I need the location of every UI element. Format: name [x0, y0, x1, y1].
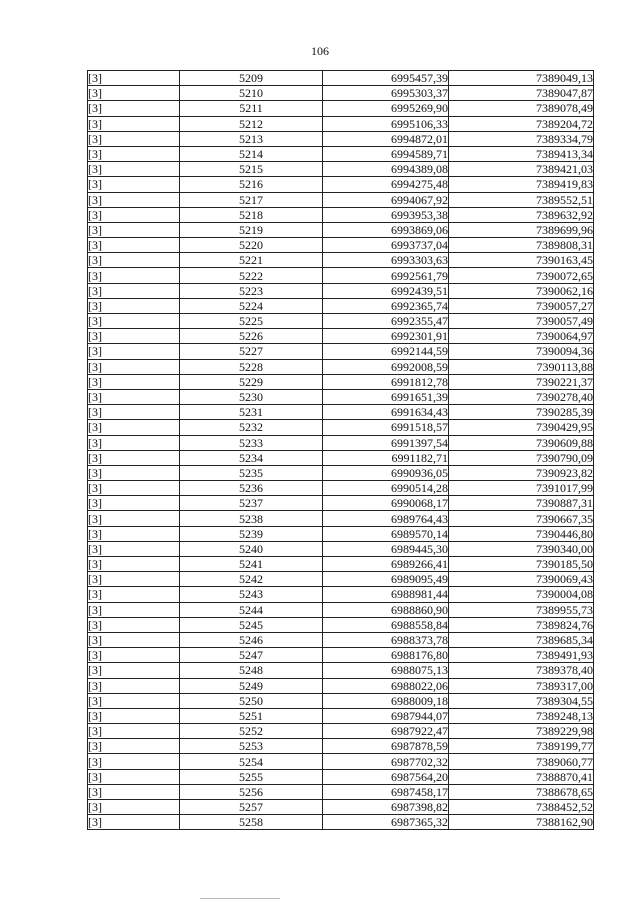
x-coordinate-cell: 6994872,01 — [323, 131, 449, 146]
source-ref-cell: [3] — [88, 693, 180, 708]
table-row — [88, 496, 594, 511]
table-row — [88, 465, 594, 480]
y-coordinate-cell: 7388452,52 — [449, 800, 594, 815]
x-coordinate-cell: 6989445,30 — [323, 541, 449, 556]
table-row — [88, 222, 594, 237]
x-coordinate-cell: 6995106,33 — [323, 116, 449, 131]
y-coordinate-cell: 7389248,13 — [449, 708, 594, 723]
table-row — [88, 572, 594, 587]
source-ref-cell: [3] — [88, 724, 180, 739]
point-number-cell: 5232 — [180, 420, 323, 435]
source-ref-cell: [3] — [88, 389, 180, 404]
table-row — [88, 800, 594, 815]
point-number-cell: 5241 — [180, 557, 323, 572]
source-ref-cell: [3] — [88, 329, 180, 344]
point-number-cell: 5238 — [180, 511, 323, 526]
y-coordinate-cell: 7390340,00 — [449, 541, 594, 556]
source-ref-cell: [3] — [88, 465, 180, 480]
source-ref-cell: [3] — [88, 648, 180, 663]
table-row — [88, 435, 594, 450]
point-number-cell: 5220 — [180, 238, 323, 253]
table-row — [88, 131, 594, 146]
table-row — [88, 708, 594, 723]
y-coordinate-cell: 7390163,45 — [449, 253, 594, 268]
point-number-cell: 5209 — [180, 71, 323, 86]
table-row — [88, 116, 594, 131]
x-coordinate-cell: 6989266,41 — [323, 557, 449, 572]
source-ref-cell: [3] — [88, 769, 180, 784]
source-ref-cell: [3] — [88, 708, 180, 723]
table-row — [88, 71, 594, 86]
source-ref-cell: [3] — [88, 162, 180, 177]
table-row — [88, 359, 594, 374]
table-row — [88, 617, 594, 632]
table-row — [88, 420, 594, 435]
source-ref-cell: [3] — [88, 435, 180, 450]
y-coordinate-cell: 7390185,50 — [449, 557, 594, 572]
source-ref-cell: [3] — [88, 496, 180, 511]
y-coordinate-cell: 7390062,16 — [449, 283, 594, 298]
y-coordinate-cell: 7389413,34 — [449, 146, 594, 161]
x-coordinate-cell: 6992355,47 — [323, 314, 449, 329]
x-coordinate-cell: 6988022,06 — [323, 678, 449, 693]
y-coordinate-cell: 7390429,95 — [449, 420, 594, 435]
x-coordinate-cell: 6995457,39 — [323, 71, 449, 86]
x-coordinate-cell: 6987564,20 — [323, 769, 449, 784]
x-coordinate-cell: 6990068,17 — [323, 496, 449, 511]
table-row — [88, 678, 594, 693]
point-number-cell: 5210 — [180, 86, 323, 101]
point-number-cell: 5250 — [180, 693, 323, 708]
source-ref-cell: [3] — [88, 71, 180, 86]
table-row — [88, 329, 594, 344]
y-coordinate-cell: 7389552,51 — [449, 192, 594, 207]
point-number-cell: 5235 — [180, 465, 323, 480]
y-coordinate-cell: 7389421,03 — [449, 162, 594, 177]
source-ref-cell: [3] — [88, 450, 180, 465]
source-ref-cell: [3] — [88, 617, 180, 632]
point-number-cell: 5252 — [180, 724, 323, 739]
point-number-cell: 5236 — [180, 481, 323, 496]
y-coordinate-cell: 7390609,88 — [449, 435, 594, 450]
table-row — [88, 739, 594, 754]
x-coordinate-cell: 6993953,38 — [323, 207, 449, 222]
point-number-cell: 5226 — [180, 329, 323, 344]
point-number-cell: 5224 — [180, 298, 323, 313]
x-coordinate-cell: 6991651,39 — [323, 389, 449, 404]
x-coordinate-cell: 6994389,08 — [323, 162, 449, 177]
y-coordinate-cell: 7389955,73 — [449, 602, 594, 617]
y-coordinate-cell: 7389060,77 — [449, 754, 594, 769]
x-coordinate-cell: 6987398,82 — [323, 800, 449, 815]
x-coordinate-cell: 6991634,43 — [323, 405, 449, 420]
x-coordinate-cell: 6992365,74 — [323, 298, 449, 313]
x-coordinate-cell: 6991518,57 — [323, 420, 449, 435]
source-ref-cell: [3] — [88, 359, 180, 374]
y-coordinate-cell: 7390069,43 — [449, 572, 594, 587]
point-number-cell: 5218 — [180, 207, 323, 222]
point-number-cell: 5231 — [180, 405, 323, 420]
point-number-cell: 5242 — [180, 572, 323, 587]
table-row — [88, 238, 594, 253]
source-ref-cell: [3] — [88, 481, 180, 496]
y-coordinate-cell: 7389685,34 — [449, 632, 594, 647]
point-number-cell: 5225 — [180, 314, 323, 329]
x-coordinate-cell: 6993869,06 — [323, 222, 449, 237]
y-coordinate-cell: 7389419,83 — [449, 177, 594, 192]
table-row — [88, 177, 594, 192]
x-coordinate-cell: 6992561,79 — [323, 268, 449, 283]
source-ref-cell: [3] — [88, 374, 180, 389]
source-ref-cell: [3] — [88, 101, 180, 116]
y-coordinate-cell: 7390923,82 — [449, 465, 594, 480]
table-row — [88, 389, 594, 404]
x-coordinate-cell: 6989095,49 — [323, 572, 449, 587]
table-row — [88, 541, 594, 556]
point-number-cell: 5229 — [180, 374, 323, 389]
point-number-cell: 5239 — [180, 526, 323, 541]
page-edge-mark — [200, 898, 280, 899]
source-ref-cell: [3] — [88, 177, 180, 192]
point-number-cell: 5219 — [180, 222, 323, 237]
source-ref-cell: [3] — [88, 526, 180, 541]
x-coordinate-cell: 6988373,78 — [323, 632, 449, 647]
source-ref-cell: [3] — [88, 511, 180, 526]
point-number-cell: 5247 — [180, 648, 323, 663]
y-coordinate-cell: 7389317,00 — [449, 678, 594, 693]
table-row — [88, 86, 594, 101]
table-row — [88, 648, 594, 663]
x-coordinate-cell: 6988176,80 — [323, 648, 449, 663]
table-row — [88, 815, 594, 830]
table-row — [88, 344, 594, 359]
point-number-cell: 5216 — [180, 177, 323, 192]
table-row — [88, 207, 594, 222]
table-row — [88, 162, 594, 177]
y-coordinate-cell: 7388162,90 — [449, 815, 594, 830]
y-coordinate-cell: 7390285,39 — [449, 405, 594, 420]
table-row — [88, 283, 594, 298]
source-ref-cell: [3] — [88, 222, 180, 237]
x-coordinate-cell: 6987365,32 — [323, 815, 449, 830]
point-number-cell: 5228 — [180, 359, 323, 374]
table-row — [88, 587, 594, 602]
point-number-cell: 5215 — [180, 162, 323, 177]
y-coordinate-cell: 7390278,40 — [449, 389, 594, 404]
x-coordinate-cell: 6987922,47 — [323, 724, 449, 739]
y-coordinate-cell: 7390057,27 — [449, 298, 594, 313]
y-coordinate-cell: 7389047,87 — [449, 86, 594, 101]
source-ref-cell: [3] — [88, 298, 180, 313]
x-coordinate-cell: 6988981,44 — [323, 587, 449, 602]
point-number-cell: 5213 — [180, 131, 323, 146]
y-coordinate-cell: 7389334,79 — [449, 131, 594, 146]
table-row — [88, 253, 594, 268]
y-coordinate-cell: 7389632,92 — [449, 207, 594, 222]
table-row — [88, 146, 594, 161]
point-number-cell: 5248 — [180, 663, 323, 678]
x-coordinate-cell: 6989764,43 — [323, 511, 449, 526]
y-coordinate-cell: 7389699,96 — [449, 222, 594, 237]
source-ref-cell: [3] — [88, 572, 180, 587]
source-ref-cell: [3] — [88, 146, 180, 161]
y-coordinate-cell: 7389199,77 — [449, 739, 594, 754]
y-coordinate-cell: 7389204,72 — [449, 116, 594, 131]
point-number-cell: 5221 — [180, 253, 323, 268]
x-coordinate-cell: 6990936,05 — [323, 465, 449, 480]
x-coordinate-cell: 6992008,59 — [323, 359, 449, 374]
y-coordinate-cell: 7390887,31 — [449, 496, 594, 511]
point-number-cell: 5253 — [180, 739, 323, 754]
table-row — [88, 784, 594, 799]
x-coordinate-cell: 6995269,90 — [323, 101, 449, 116]
y-coordinate-cell: 7389808,31 — [449, 238, 594, 253]
x-coordinate-cell: 6994067,92 — [323, 192, 449, 207]
source-ref-cell: [3] — [88, 587, 180, 602]
y-coordinate-cell: 7390446,80 — [449, 526, 594, 541]
y-coordinate-cell: 7389304,55 — [449, 693, 594, 708]
table-row — [88, 724, 594, 739]
table-row — [88, 632, 594, 647]
y-coordinate-cell: 7389229,98 — [449, 724, 594, 739]
y-coordinate-cell: 7390113,88 — [449, 359, 594, 374]
y-coordinate-cell: 7390094,36 — [449, 344, 594, 359]
table-row — [88, 268, 594, 283]
x-coordinate-cell: 6992144,59 — [323, 344, 449, 359]
y-coordinate-cell: 7390790,09 — [449, 450, 594, 465]
table-row — [88, 450, 594, 465]
x-coordinate-cell: 6993303,63 — [323, 253, 449, 268]
point-number-cell: 5246 — [180, 632, 323, 647]
source-ref-cell: [3] — [88, 632, 180, 647]
table-row — [88, 526, 594, 541]
source-ref-cell: [3] — [88, 739, 180, 754]
source-ref-cell: [3] — [88, 557, 180, 572]
table-row — [88, 754, 594, 769]
source-ref-cell: [3] — [88, 314, 180, 329]
coordinates-table — [87, 70, 594, 830]
source-ref-cell: [3] — [88, 678, 180, 693]
y-coordinate-cell: 7389078,49 — [449, 101, 594, 116]
point-number-cell: 5240 — [180, 541, 323, 556]
source-ref-cell: [3] — [88, 663, 180, 678]
x-coordinate-cell: 6991812,78 — [323, 374, 449, 389]
table-row — [88, 101, 594, 116]
x-coordinate-cell: 6987878,59 — [323, 739, 449, 754]
table-row — [88, 511, 594, 526]
source-ref-cell: [3] — [88, 116, 180, 131]
point-number-cell: 5244 — [180, 602, 323, 617]
source-ref-cell: [3] — [88, 815, 180, 830]
x-coordinate-cell: 6995303,37 — [323, 86, 449, 101]
x-coordinate-cell: 6992301,91 — [323, 329, 449, 344]
source-ref-cell: [3] — [88, 541, 180, 556]
source-ref-cell: [3] — [88, 283, 180, 298]
source-ref-cell: [3] — [88, 268, 180, 283]
x-coordinate-cell: 6992439,51 — [323, 283, 449, 298]
y-coordinate-cell: 7388870,41 — [449, 769, 594, 784]
x-coordinate-cell: 6988558,84 — [323, 617, 449, 632]
point-number-cell: 5234 — [180, 450, 323, 465]
x-coordinate-cell: 6987702,32 — [323, 754, 449, 769]
source-ref-cell: [3] — [88, 253, 180, 268]
y-coordinate-cell: 7390667,35 — [449, 511, 594, 526]
source-ref-cell: [3] — [88, 238, 180, 253]
x-coordinate-cell: 6990514,28 — [323, 481, 449, 496]
table-row — [88, 298, 594, 313]
table-row — [88, 374, 594, 389]
point-number-cell: 5223 — [180, 283, 323, 298]
source-ref-cell: [3] — [88, 344, 180, 359]
point-number-cell: 5222 — [180, 268, 323, 283]
x-coordinate-cell: 6991182,71 — [323, 450, 449, 465]
point-number-cell: 5257 — [180, 800, 323, 815]
y-coordinate-cell: 7391017,99 — [449, 481, 594, 496]
point-number-cell: 5254 — [180, 754, 323, 769]
table-row — [88, 481, 594, 496]
coordinates-table-body — [88, 71, 594, 830]
y-coordinate-cell: 7390057,49 — [449, 314, 594, 329]
table-row — [88, 405, 594, 420]
point-number-cell: 5233 — [180, 435, 323, 450]
point-number-cell: 5212 — [180, 116, 323, 131]
point-number-cell: 5227 — [180, 344, 323, 359]
x-coordinate-cell: 6991397,54 — [323, 435, 449, 450]
point-number-cell: 5251 — [180, 708, 323, 723]
point-number-cell: 5211 — [180, 101, 323, 116]
point-number-cell: 5214 — [180, 146, 323, 161]
x-coordinate-cell: 6989570,14 — [323, 526, 449, 541]
source-ref-cell: [3] — [88, 86, 180, 101]
table-row — [88, 314, 594, 329]
page-number: 106 — [311, 44, 329, 58]
source-ref-cell: [3] — [88, 602, 180, 617]
source-ref-cell: [3] — [88, 420, 180, 435]
source-ref-cell: [3] — [88, 800, 180, 815]
y-coordinate-cell: 7390221,37 — [449, 374, 594, 389]
table-row — [88, 663, 594, 678]
point-number-cell: 5245 — [180, 617, 323, 632]
table-row — [88, 769, 594, 784]
y-coordinate-cell: 7389049,13 — [449, 71, 594, 86]
y-coordinate-cell: 7389491,93 — [449, 648, 594, 663]
source-ref-cell: [3] — [88, 784, 180, 799]
point-number-cell: 5217 — [180, 192, 323, 207]
y-coordinate-cell: 7390072,65 — [449, 268, 594, 283]
table-row — [88, 693, 594, 708]
x-coordinate-cell: 6987458,17 — [323, 784, 449, 799]
table-row — [88, 192, 594, 207]
x-coordinate-cell: 6994275,48 — [323, 177, 449, 192]
x-coordinate-cell: 6988009,18 — [323, 693, 449, 708]
point-number-cell: 5249 — [180, 678, 323, 693]
y-coordinate-cell: 7388678,65 — [449, 784, 594, 799]
point-number-cell: 5237 — [180, 496, 323, 511]
x-coordinate-cell: 6988860,90 — [323, 602, 449, 617]
x-coordinate-cell: 6987944,07 — [323, 708, 449, 723]
source-ref-cell: [3] — [88, 207, 180, 222]
y-coordinate-cell: 7390064,97 — [449, 329, 594, 344]
point-number-cell: 5258 — [180, 815, 323, 830]
point-number-cell: 5243 — [180, 587, 323, 602]
y-coordinate-cell: 7389378,40 — [449, 663, 594, 678]
source-ref-cell: [3] — [88, 131, 180, 146]
y-coordinate-cell: 7390004,08 — [449, 587, 594, 602]
x-coordinate-cell: 6994589,71 — [323, 146, 449, 161]
source-ref-cell: [3] — [88, 192, 180, 207]
x-coordinate-cell: 6993737,04 — [323, 238, 449, 253]
point-number-cell: 5255 — [180, 769, 323, 784]
source-ref-cell: [3] — [88, 754, 180, 769]
point-number-cell: 5256 — [180, 784, 323, 799]
x-coordinate-cell: 6988075,13 — [323, 663, 449, 678]
point-number-cell: 5230 — [180, 389, 323, 404]
y-coordinate-cell: 7389824,76 — [449, 617, 594, 632]
source-ref-cell: [3] — [88, 405, 180, 420]
table-row — [88, 557, 594, 572]
table-row — [88, 602, 594, 617]
